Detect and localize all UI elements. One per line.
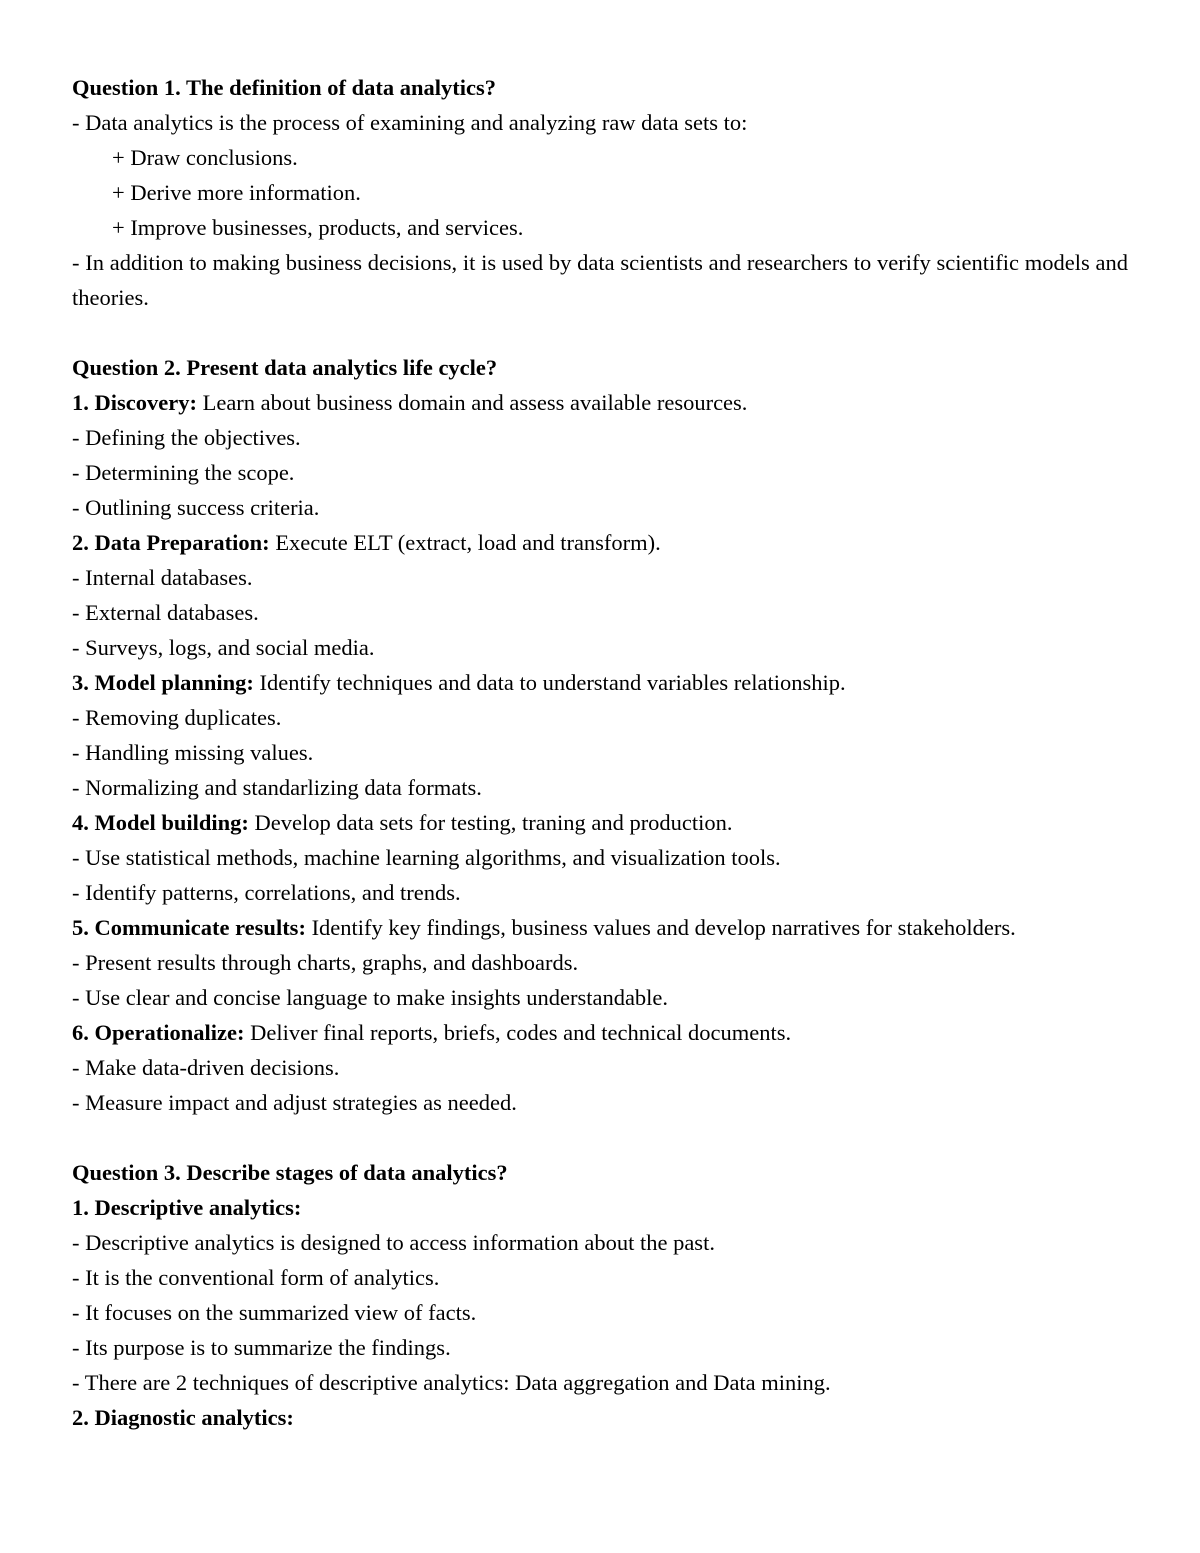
list-item: - Use clear and concise language to make insights understandable.: [72, 985, 669, 1010]
question-3-section: [72, 1155, 1128, 1435]
section-spacer: [72, 1120, 1128, 1155]
question-1-extra: - In addition to making business decisions, it is used by data scientists and researchers to verify scientific models and theories.: [72, 250, 1128, 310]
list-item: - Present results through charts, graphs, and dashboards.: [72, 950, 579, 975]
question-1-section: [72, 70, 1128, 315]
list-item: - Determining the scope.: [72, 460, 295, 485]
list-item: - Measure impact and adjust strategies as needed.: [72, 1090, 517, 1115]
list-item: + Derive more information.: [112, 180, 361, 205]
question-2-title: Question 2. Present data analytics life cycle?: [72, 355, 498, 380]
question-1-title: Question 1. The definition of data analytics?: [72, 75, 497, 100]
step-description: Execute ELT (extract, load and transform).: [269, 530, 661, 555]
step-communicate-results: [72, 910, 1128, 945]
question-3-title: Question 3. Describe stages of data analytics?: [72, 1160, 508, 1185]
stage-diagnostic-label: 2. Diagnostic analytics:: [72, 1405, 294, 1430]
question-1-intro: - Data analytics is the process of examining and analyzing raw data sets to:: [72, 110, 748, 135]
list-item: - Outlining success criteria.: [72, 495, 320, 520]
step-description: Develop data sets for testing, traning and production.: [248, 810, 733, 835]
step-data-preparation: [72, 525, 1128, 560]
step-discovery: [72, 385, 1128, 420]
stage-descriptive-label: 1. Descriptive analytics:: [72, 1195, 302, 1220]
step-description: Deliver final reports, briefs, codes and technical documents.: [244, 1020, 792, 1045]
list-item: - Use statistical methods, machine learning algorithms, and visualization tools.: [72, 845, 781, 870]
step-description: Learn about business domain and assess available resources.: [196, 390, 748, 415]
list-item: - External databases.: [72, 600, 259, 625]
step-label: 2. Data Preparation:: [72, 530, 270, 555]
section-spacer: [72, 315, 1128, 350]
step-model-planning: [72, 665, 1128, 700]
step-label: 3. Model planning:: [72, 670, 254, 695]
step-description: Identify techniques and data to understand variables relationship.: [253, 670, 846, 695]
list-item: - Normalizing and standarlizing data formats.: [72, 775, 482, 800]
step-label: 6. Operationalize:: [72, 1020, 245, 1045]
step-operationalize: [72, 1015, 1128, 1050]
list-item: - Internal databases.: [72, 565, 253, 590]
list-item: - Removing duplicates.: [72, 705, 282, 730]
list-item: + Draw conclusions.: [112, 145, 298, 170]
list-item: - Its purpose is to summarize the findings.: [72, 1335, 451, 1360]
step-description: Identify key findings, business values and develop narratives for stakeholders.: [305, 915, 1016, 940]
list-item: - Handling missing values.: [72, 740, 314, 765]
list-item: + Improve businesses, products, and services.: [112, 215, 524, 240]
list-item: - Surveys, logs, and social media.: [72, 635, 375, 660]
list-item: - Descriptive analytics is designed to access information about the past.: [72, 1230, 715, 1255]
step-model-building: [72, 805, 1128, 840]
step-label: 4. Model building:: [72, 810, 249, 835]
list-item: - Defining the objectives.: [72, 425, 301, 450]
list-item: - It focuses on the summarized view of facts.: [72, 1300, 477, 1325]
list-item: - There are 2 techniques of descriptive analytics: Data aggregation and Data mining.: [72, 1370, 831, 1395]
step-label: 5. Communicate results:: [72, 915, 306, 940]
list-item: - Identify patterns, correlations, and trends.: [72, 880, 461, 905]
list-item: - It is the conventional form of analytics.: [72, 1265, 440, 1290]
step-label: 1. Discovery:: [72, 390, 197, 415]
question-2-section: [72, 350, 1128, 1120]
list-item: - Make data-driven decisions.: [72, 1055, 340, 1080]
